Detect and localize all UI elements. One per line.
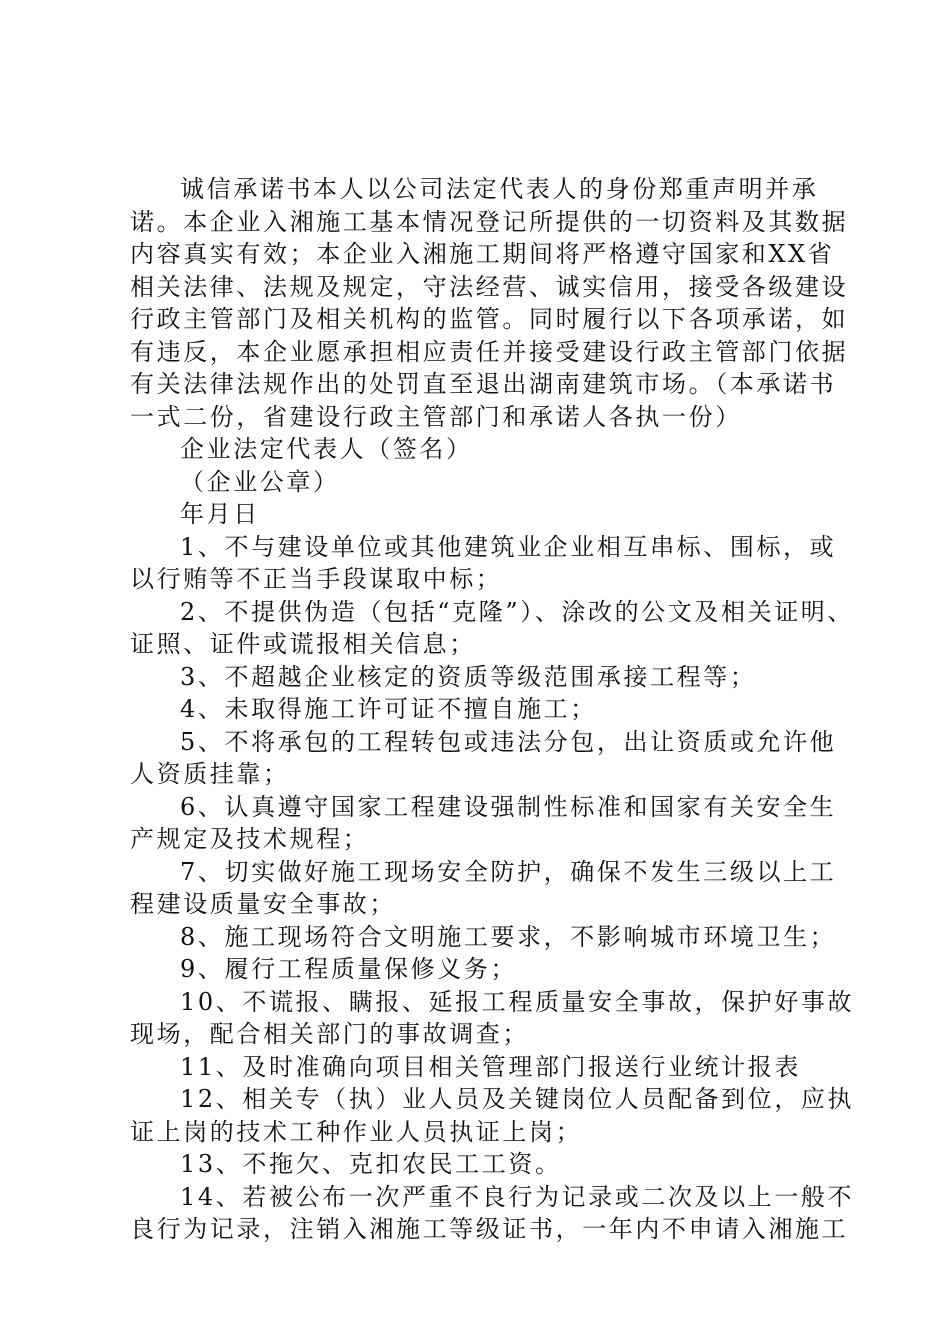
commitment-item: 2、不提供伪造（包括“克隆”）、涂改的公文及相关证明、证照、证件或谎报相关信息； xyxy=(130,597,855,658)
commitment-item: 8、施工现场符合文明施工要求，不影响城市环境卫生； xyxy=(180,922,837,951)
commitment-item: 12、相关专（执）业人员及关键岗位人员配备到位，应执证上岗的技术工种作业人员执证上岗； xyxy=(130,1085,855,1146)
seal-label: （企业公章） xyxy=(180,467,340,496)
intro-paragraph: 诚信承诺书本人以公司法定代表人的身份郑重声明并承诺。本企业入湘施工基本情况登记所提供的一切资料及其数据内容真实有效；本企业入湘施工期间将严格遵守国家和XX省相关法律、法规及规定，守法经营、诚实信用，接受各级建设行政主管部门及相关机构的监管。同时履行以下各项承诺，如有违反，本企业愿承担相应责任并接受建设行政主管部门依据有关法律法规作出的处罚直至退出湖南建筑市场。（本承诺书一式二份，省建设行政主管部门和承诺人各执一份） xyxy=(130,175,849,431)
commitment-item: 5、不将承包的工程转包或违法分包，出让资质或允许他人资质挂靠； xyxy=(130,727,837,788)
commitment-item: 13、不拖欠、克扣农民工工资。 xyxy=(180,1150,562,1178)
document-page xyxy=(130,173,860,1246)
commitment-item: 1、不与建设单位或其他建筑业企业相互串标、围标，或以行贿等不正当手段谋取中标； xyxy=(130,532,837,593)
commitment-item: 9、履行工程质量保修义务； xyxy=(180,955,518,983)
signature-label: 企业法定代表人（签名） xyxy=(180,435,473,463)
commitment-item: 11、及时准确向项目相关管理部门报送行业统计报表 xyxy=(180,1052,801,1081)
commitment-item: 10、不谎报、瞒报、延报工程质量安全事故，保护好事故现场，配合相关部门的事故调查； xyxy=(130,987,855,1048)
commitment-item: 6、认真遵守国家工程建设强制性标准和国家有关安全生产规定及技术规程； xyxy=(130,792,837,853)
commitment-item: 7、切实做好施工现场安全防护，确保不发生三级以上工程建设质量安全事故； xyxy=(130,857,837,918)
date-label: 年月日 xyxy=(180,500,260,528)
commitment-item: 4、未取得施工许可证不擅自施工； xyxy=(180,695,597,723)
commitment-item: 3、不超越企业核定的资质等级范围承接工程等； xyxy=(180,662,757,691)
commitment-item: 14、若被公布一次严重不良行为记录或二次及以上一般不良行为记录，注销入湘施工等级证书，一年内不申请入湘施工 xyxy=(130,1182,855,1243)
